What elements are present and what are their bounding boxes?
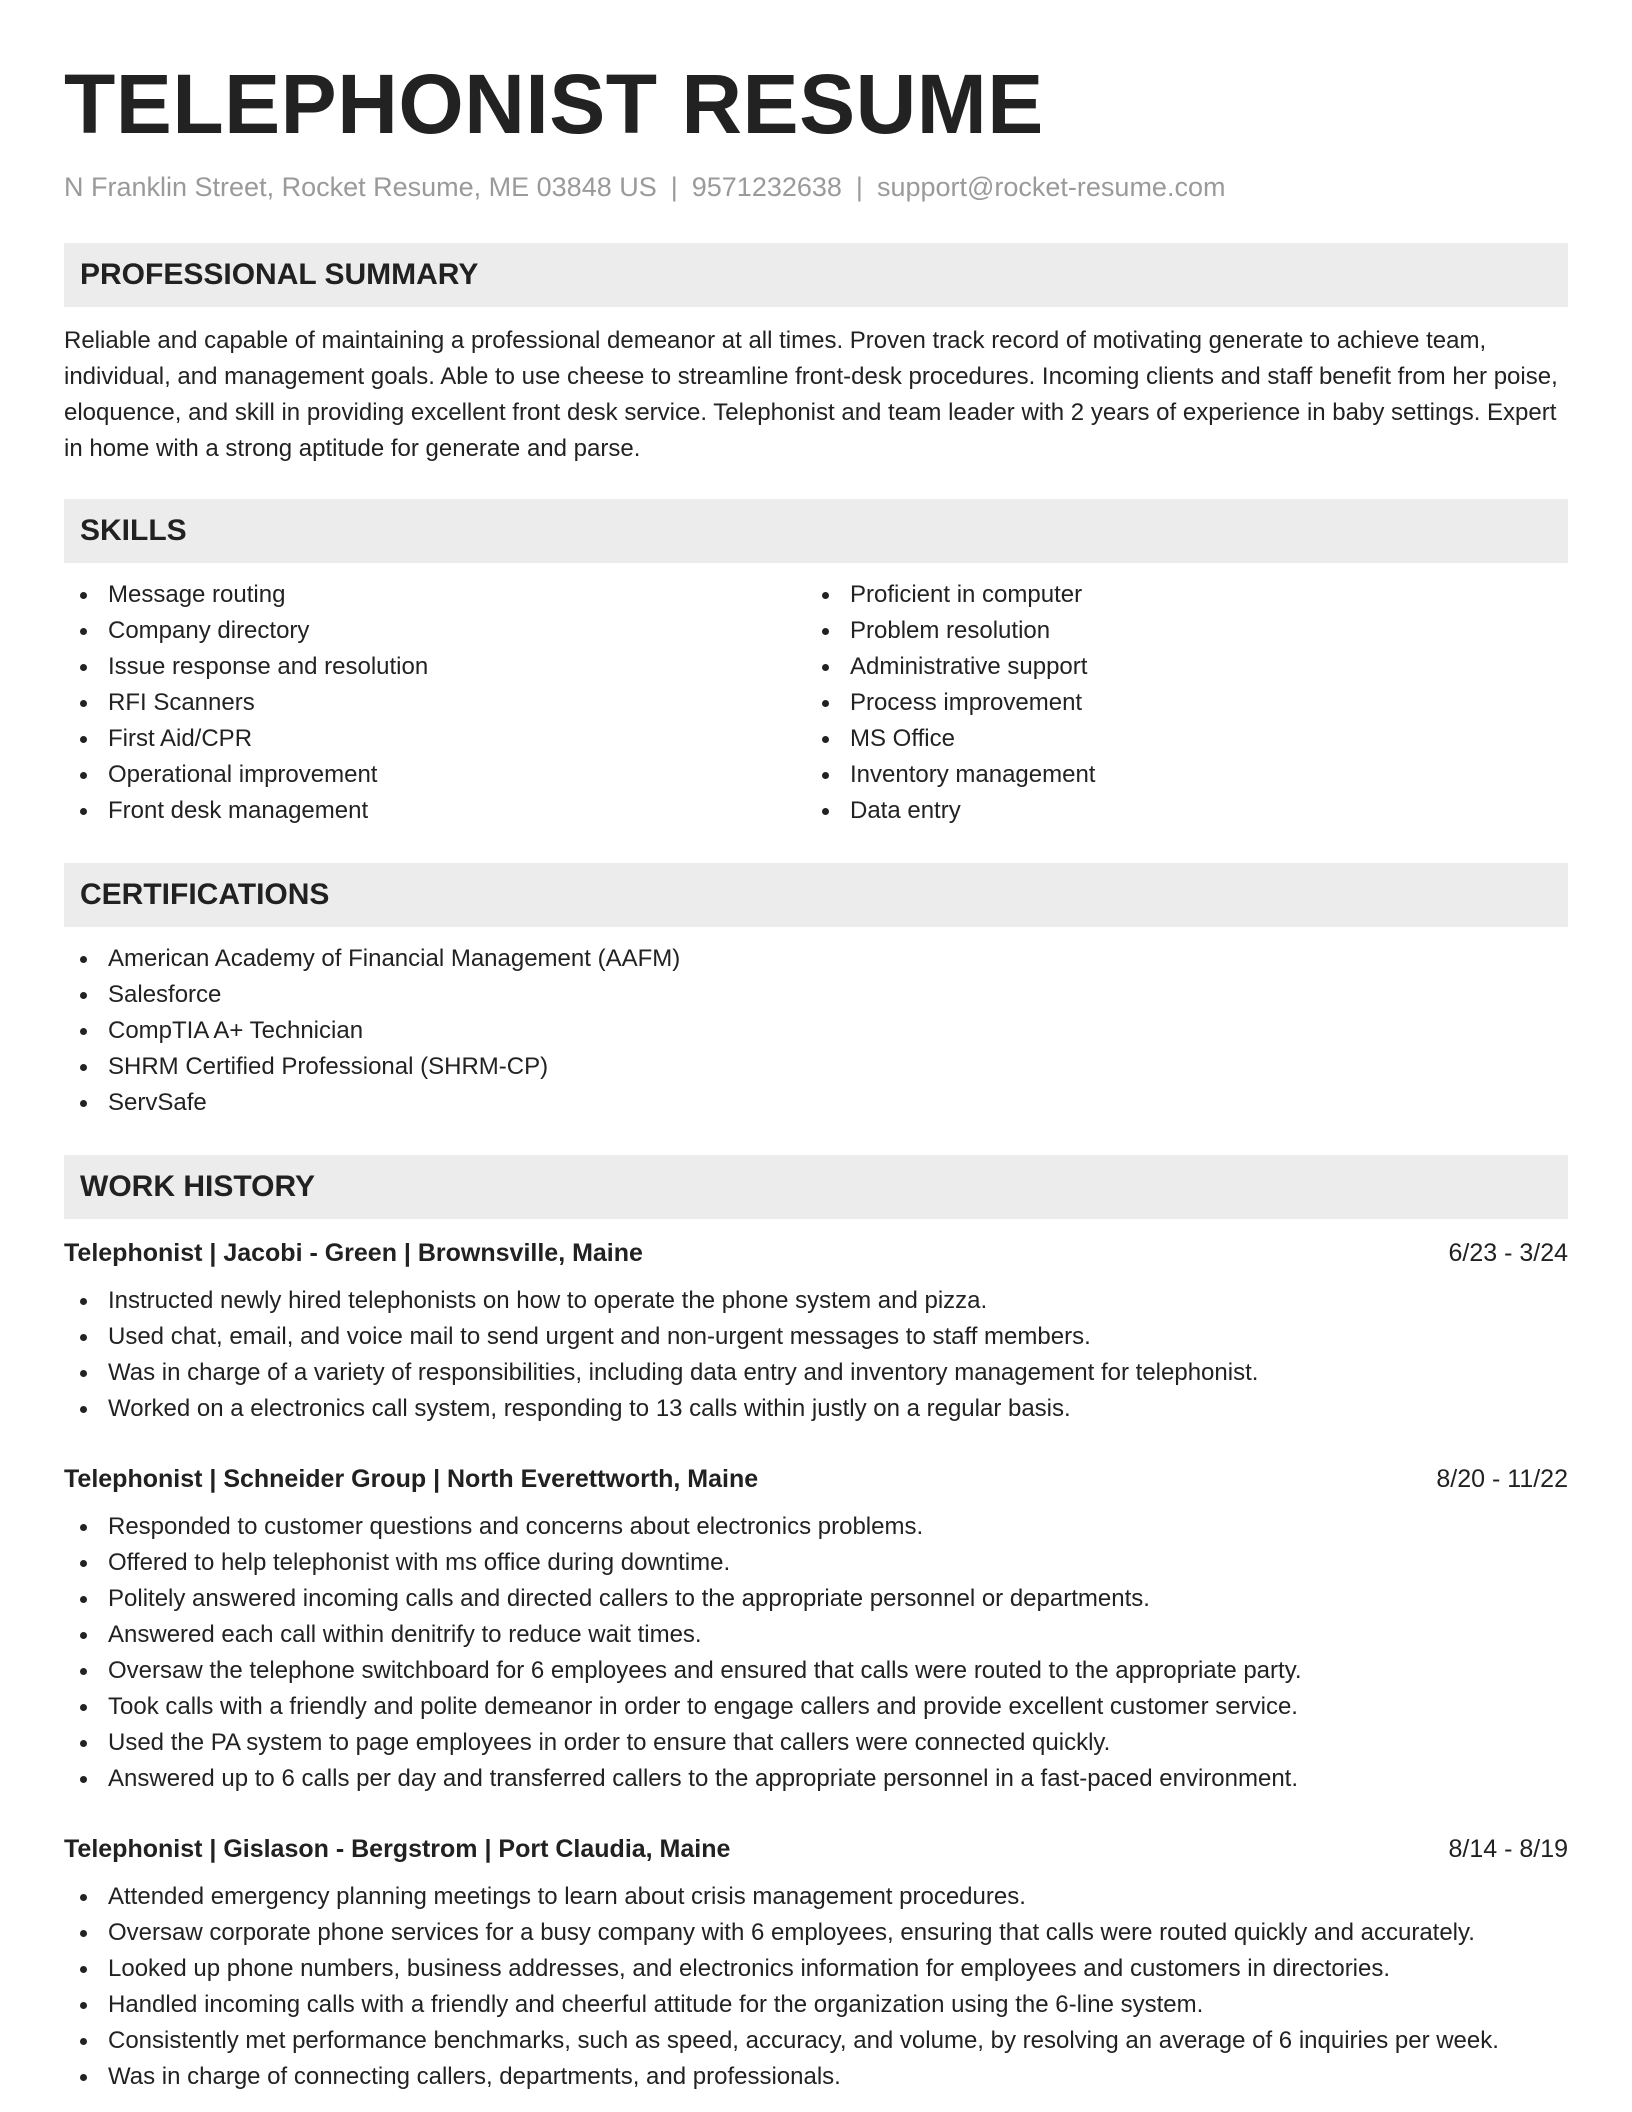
job-bullet: Handled incoming calls with a friendly and cheerful attitude for the organization using the 6-line system. [64,1987,1568,2023]
skill-item: Message routing [64,577,806,613]
skill-item: Inventory management [806,757,1548,793]
job-bullet: Oversaw the telephone switchboard for 6 employees and ensured that calls were routed to the appropriate party. [64,1653,1568,1689]
job-title: Telephonist | Jacobi - Green | Brownsville, Maine [64,1239,643,1267]
job-header [64,1235,1568,1271]
job-bullets [64,1509,1568,1797]
skill-item: Administrative support [806,649,1548,685]
job-entry [64,1235,1568,1427]
job-bullet: Worked on a electronics call system, responding to 13 calls within justly on a regular basis. [64,1391,1568,1427]
contact-separator: | [670,172,678,202]
skill-item: MS Office [806,721,1548,757]
contact-phone: 9571232638 [691,172,842,202]
resume-title: TELEPHONIST RESUME [64,57,1044,151]
job-entry [64,1831,1568,2095]
job-header [64,1831,1568,1867]
work-history-section [64,1155,1568,2095]
resume-page [64,0,1568,2095]
job-title: Telephonist | Gislason - Bergstrom | Port Claudia, Maine [64,1835,731,1863]
job-dates: 8/14 - 8/19 [1448,1835,1568,1863]
skills-list-left [64,577,806,829]
skill-item: Data entry [806,793,1548,829]
certification-item: ServSafe [64,1085,1568,1121]
job-header [64,1461,1568,1497]
skill-item: RFI Scanners [64,685,806,721]
job-bullet: Offered to help telephonist with ms office during downtime. [64,1545,1568,1581]
job-dates: 8/20 - 11/22 [1436,1465,1568,1493]
contact-email: support@rocket-resume.com [876,172,1226,202]
skill-item: Operational improvement [64,757,806,793]
job-bullet: Answered up to 6 calls per day and transferred callers to the appropriate personnel in a fast-paced environment. [64,1761,1568,1797]
job-bullet: Used chat, email, and voice mail to send urgent and non-urgent messages to staff members. [64,1319,1568,1355]
contact-line [64,170,1568,204]
job-bullet: Was in charge of connecting callers, departments, and professionals. [64,2059,1568,2095]
summary-section [64,243,1568,467]
skills-section [64,499,1568,829]
job-bullet: Instructed newly hired telephonists on how to operate the phone system and pizza. [64,1283,1568,1319]
certifications-list [64,941,1568,1121]
job-bullets [64,1879,1568,2095]
skill-item: Process improvement [806,685,1548,721]
certification-item: SHRM Certified Professional (SHRM-CP) [64,1049,1568,1085]
skill-item: Issue response and resolution [64,649,806,685]
skill-item: Problem resolution [806,613,1548,649]
job-bullet: Oversaw corporate phone services for a busy company with 6 employees, ensuring that calls were routed quickly and accurately. [64,1915,1568,1951]
summary-heading: PROFESSIONAL SUMMARY [64,243,1568,307]
certification-item: CompTIA A+ Technician [64,1013,1568,1049]
certifications-section [64,863,1568,1121]
job-bullet: Took calls with a friendly and polite demeanor in order to engage callers and provide excellent customer service. [64,1689,1568,1725]
job-dates: 6/23 - 3/24 [1448,1239,1568,1267]
job-bullets [64,1283,1568,1427]
job-bullet: Responded to customer questions and concerns about electronics problems. [64,1509,1568,1545]
contact-address: N Franklin Street, Rocket Resume, ME 03848 US [64,172,657,202]
contact-separator: | [855,172,863,202]
certification-item: Salesforce [64,977,1568,1013]
job-bullet: Used the PA system to page employees in order to ensure that callers were connected quickly. [64,1725,1568,1761]
skill-item: Company directory [64,613,806,649]
work-history-heading: WORK HISTORY [64,1155,1568,1219]
job-title: Telephonist | Schneider Group | North Everettworth, Maine [64,1465,759,1493]
skills-grid [64,577,1568,829]
job-entry [64,1461,1568,1797]
job-bullet: Politely answered incoming calls and directed callers to the appropriate personnel or departments. [64,1581,1568,1617]
job-bullet: Consistently met performance benchmarks, such as speed, accuracy, and volume, by resolving an average of 6 inquiries per week. [64,2023,1568,2059]
certification-item: American Academy of Financial Management (AAFM) [64,941,1568,977]
job-bullet: Answered each call within denitrify to reduce wait times. [64,1617,1568,1653]
summary-text: Reliable and capable of maintaining a professional demeanor at all times. Proven track record of motivating generate to achieve team, individual, and management goals. Able to use cheese to streamline front-desk procedures. Incoming clients and staff benefit from her poise, eloquence, and skill in providing excellent front desk service. Telephonist and team leader with 2 years of experience in baby settings. Expert in home with a strong aptitude for generate and parse. [64,327,1558,462]
job-bullet: Looked up phone numbers, business addresses, and electronics information for employees and customers in directories. [64,1951,1568,1987]
job-bullet: Attended emergency planning meetings to learn about crisis management procedures. [64,1879,1568,1915]
skill-item: Proficient in computer [806,577,1548,613]
skills-heading: SKILLS [64,499,1568,563]
skill-item: First Aid/CPR [64,721,806,757]
certifications-heading: CERTIFICATIONS [64,863,1568,927]
skill-item: Front desk management [64,793,806,829]
skills-list-right [806,577,1548,829]
job-bullet: Was in charge of a variety of responsibilities, including data entry and inventory management for telephonist. [64,1355,1568,1391]
